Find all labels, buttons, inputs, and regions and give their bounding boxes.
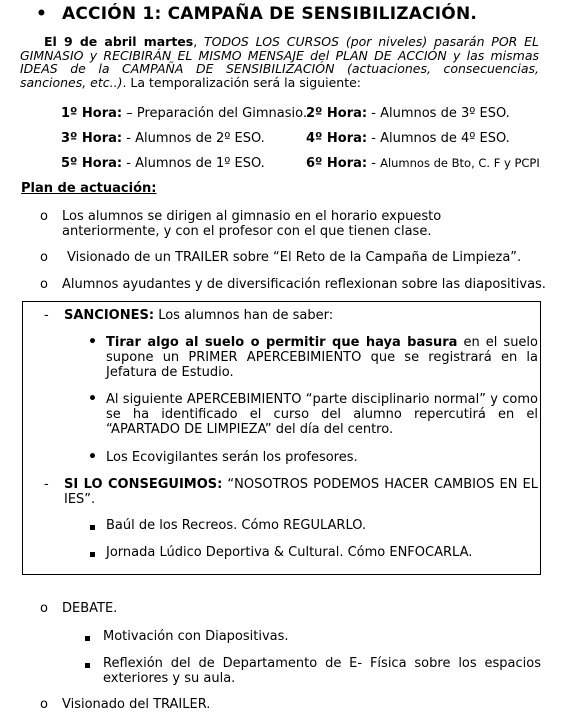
- sanciones-text: Los alumnos han de saber:: [154, 308, 334, 323]
- title-text: ACCIÓN 1: CAMPAÑA DE SENSIBILIZACIÓN.: [62, 4, 478, 24]
- conseguimos-text: “NOSOTROS PODEMOS HACER CAMBIOS EN EL IES”.: [64, 477, 538, 507]
- sanciones-item-text: Al siguiente APERCEBIMIENTO “parte disciplinario normal” y como se ha identificado el curso del alumno repercutirá en el “APARTADO DE LIMPIEZA” del día del centro.: [106, 392, 538, 437]
- plan-item: Alumnos ayudantes y de diversificación reflexionan sobre las diapositivas.: [62, 277, 546, 292]
- intro-sep: ,: [193, 34, 204, 49]
- schedule-hour: 3º Hora:: [61, 131, 123, 146]
- circle-bullet-icon: o: [40, 209, 48, 224]
- schedule-item: [61, 106, 307, 121]
- dot-bullet-icon: •: [88, 391, 97, 407]
- schedule-text: Alumnos de 4º ESO.: [380, 131, 510, 146]
- sanciones-item-bold: Tirar algo al suelo o permitir que haya basura: [106, 335, 458, 350]
- circle-bullet-icon: o: [40, 601, 48, 616]
- plan-item: Los alumnos se dirigen al gimnasio en el horario expuesto anteriormente, y con el profesor con el que tienen clase.: [62, 209, 442, 239]
- square-bullet-icon: [85, 636, 90, 641]
- plan-item: Visionado de un TRAILER sobre “El Reto de la Campaña de Limpieza”.: [67, 250, 522, 265]
- debate-item: Motivación con Diapositivas.: [103, 629, 289, 644]
- circle-bullet-icon: o: [40, 250, 48, 265]
- schedule-sep: -: [367, 131, 381, 146]
- debate-label: DEBATE.: [62, 601, 118, 616]
- dot-bullet-icon: •: [88, 449, 97, 465]
- circle-bullet-icon: o: [40, 277, 48, 292]
- schedule-text: Alumnos de Bto, C. F y PCPI: [380, 156, 540, 170]
- schedule-item: [61, 156, 265, 171]
- sanciones-item-text: Los Ecovigilantes serán los profesores.: [106, 450, 358, 465]
- schedule-sep: -: [367, 106, 381, 121]
- sanciones-item: [106, 392, 538, 437]
- schedule-item: [306, 106, 510, 121]
- schedule-sep: -: [367, 156, 381, 171]
- schedule-hour: 6º Hora:: [306, 156, 368, 171]
- dot-bullet-icon: •: [88, 334, 97, 350]
- dash-bullet-icon: -: [44, 308, 49, 323]
- dash-bullet-icon: -: [44, 477, 49, 492]
- schedule-hour: 4º Hora:: [306, 131, 368, 146]
- schedule-sep: -: [122, 156, 136, 171]
- conseguimos-label: SI LO CONSEGUIMOS:: [64, 477, 223, 492]
- intro-date: El 9 de abril martes: [44, 34, 194, 49]
- intro-tail: . La temporalización será la siguiente:: [122, 74, 362, 90]
- conseguimos-item: Jornada Lúdico Deportiva & Cultural. Cómo ENFOCARLA.: [106, 545, 473, 560]
- sanciones-item-text: en el suelo supone un PRIMER APERCEBIMIENTO que se registrará en la Jefatura de Estudio.: [106, 335, 538, 380]
- schedule-text: Alumnos de 3º ESO.: [380, 106, 510, 121]
- circle-bullet-icon: o: [40, 697, 48, 712]
- schedule-item: [306, 156, 540, 171]
- schedule-item: [306, 131, 510, 146]
- square-bullet-icon: [85, 663, 90, 668]
- title-bullet: •: [36, 4, 48, 24]
- schedule-hour: 1º Hora:: [61, 106, 123, 121]
- conseguimos-item: Baúl de los Recreos. Cómo REGULARLO.: [106, 518, 367, 533]
- sanciones-item: [106, 450, 358, 465]
- schedule-item: [61, 131, 265, 146]
- debate-item: Reflexión del de Departamento de E- Física sobre los espacios exteriores y su aula.: [103, 656, 541, 686]
- schedule-sep: -: [122, 131, 136, 146]
- square-bullet-icon: [90, 525, 95, 530]
- schedule-text: Alumnos de 1º ESO.: [135, 156, 265, 171]
- sanciones-label: SANCIONES:: [64, 308, 155, 323]
- schedule-text: Preparación del Gimnasio.: [136, 106, 307, 121]
- intro-paragraph: [20, 35, 539, 89]
- schedule-hour: 5º Hora:: [61, 156, 123, 171]
- sanciones-item: [106, 335, 538, 380]
- schedule-sep: –: [122, 106, 137, 121]
- sanciones-line: [64, 308, 333, 323]
- schedule-text: Alumnos de 2º ESO.: [135, 131, 265, 146]
- conseguimos-line: [64, 477, 538, 507]
- plan-heading: Plan de actuación:: [21, 181, 157, 196]
- schedule-hour: 2º Hora:: [306, 106, 368, 121]
- square-bullet-icon: [90, 552, 95, 557]
- intro-italic: TODOS LOS CURSOS (por niveles) pasarán POR EL GIMNASIO y RECIBIRÁN EL MISMO MENSAJE del PLAN DE ACCIÓN y las mismas IDEAS de la CAMPAÑA DE SENSIBILIZACIÓN (actuaciones, consecuencias, sanciones, etc..): [20, 34, 539, 90]
- final-item: Visionado del TRAILER.: [62, 697, 211, 712]
